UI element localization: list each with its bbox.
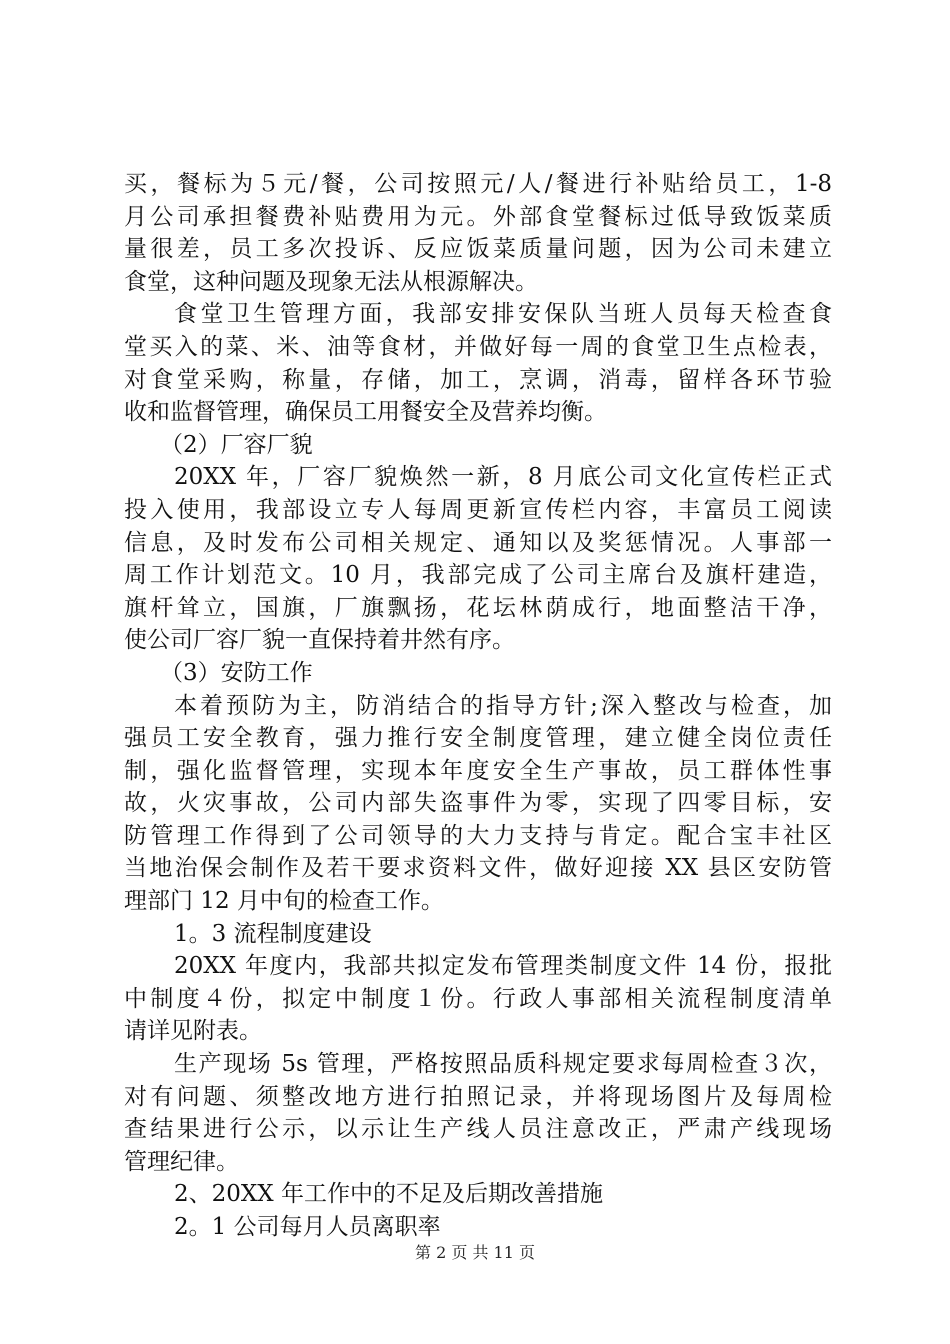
text-line: 故，火灾事故，公司内部失盗事件为零，实现了四零目标，安: [124, 790, 832, 817]
text-line: 对食堂采购，称量，存储，加工，烹调，消毒，留样各环节验: [124, 366, 832, 393]
text-line: 20XX 年度内，我部共拟定发布管理类制度文件 14 份，报批: [174, 953, 832, 980]
text-line: 强员工安全教育，强力推行安全制度管理，建立健全岗位责任: [124, 725, 832, 752]
text-line: 理部门 12 月中旬的检查工作。: [124, 888, 444, 915]
text-line: 2。1 公司每月人员离职率: [174, 1214, 441, 1240]
text-line: 投入使用，我部设立专人每周更新宣传栏内容，丰富员工阅读: [124, 496, 832, 523]
text-line: 对有问题、须整改地方进行拍照记录，并将现场图片及每周检: [124, 1083, 832, 1110]
text-line: 食堂，这种问题及现象无法从根源解决。: [124, 268, 538, 295]
text-line: 收和监督管理，确保员工用餐安全及营养均衡。: [124, 399, 607, 426]
text-line: 管理纪律。: [124, 1148, 239, 1175]
text-line: 制，强化监督管理，实现本年度安全生产事故，员工群体性事: [124, 757, 832, 784]
text-line: （2）厂容厂貌: [160, 431, 313, 458]
text-line: 周工作计划范文。10 月，我部完成了公司主席台及旗杆建造，: [124, 562, 832, 589]
text-line: 买，餐标为５元/餐，公司按照元/人/餐进行补贴给员工，1-8: [124, 171, 832, 197]
text-line: 中制度４份，拟定中制度１份。行政人事部相关流程制度清单: [124, 985, 832, 1012]
text-line: 查结果进行公示，以示让生产线人员注意改正，严肃产线现场: [124, 1116, 832, 1143]
text-line: 信息，及时发布公司相关规定、通知以及奖惩情况。人事部一: [124, 529, 832, 556]
text-line: 月公司承担餐费补贴费用为元。外部食堂餐标过低导致饭菜质: [124, 203, 832, 230]
text-line: 1。3 流程制度建设: [174, 920, 372, 947]
text-line: 量很差，员工多次投诉、反应饭菜质量问题，因为公司未建立: [124, 236, 832, 263]
text-line: 旗杆耸立，国旗，厂旗飘扬，花坛林荫成行，地面整洁干净，: [124, 594, 832, 621]
text-line: 20XX 年，厂容厂貌焕然一新，8 月底公司文化宣传栏正式: [174, 464, 832, 491]
text-line: 本着预防为主，防消结合的指导方针;深入整改与检查，加: [174, 692, 832, 719]
text-line: 使公司厂容厂貌一直保持着井然有序。: [124, 627, 515, 654]
text-line: 堂买入的菜、米、油等食材，并做好每一周的食堂卫生点检表，: [124, 333, 832, 360]
body-text: [124, 168, 832, 1244]
text-line: 食堂卫生管理方面，我部安排安保队当班人员每天检查食: [174, 301, 832, 328]
text-line: 防管理工作得到了公司领导的大力支持与肯定。配合宝丰社区: [124, 822, 832, 849]
text-line: （3）安防工作: [160, 659, 313, 686]
text-line: 2、20XX 年工作中的不足及后期改善措施: [174, 1181, 603, 1208]
text-line: 请详见附表。: [124, 1018, 262, 1045]
page-footer: 第 2 页 共 11 页: [415, 1243, 535, 1262]
text-line: 当地治保会制作及若干要求资料文件，做好迎接 XX 县区安防管: [124, 855, 832, 882]
text-line: 生产现场 5s 管理，严格按照品质科规定要求每周检查３次，: [174, 1051, 832, 1078]
